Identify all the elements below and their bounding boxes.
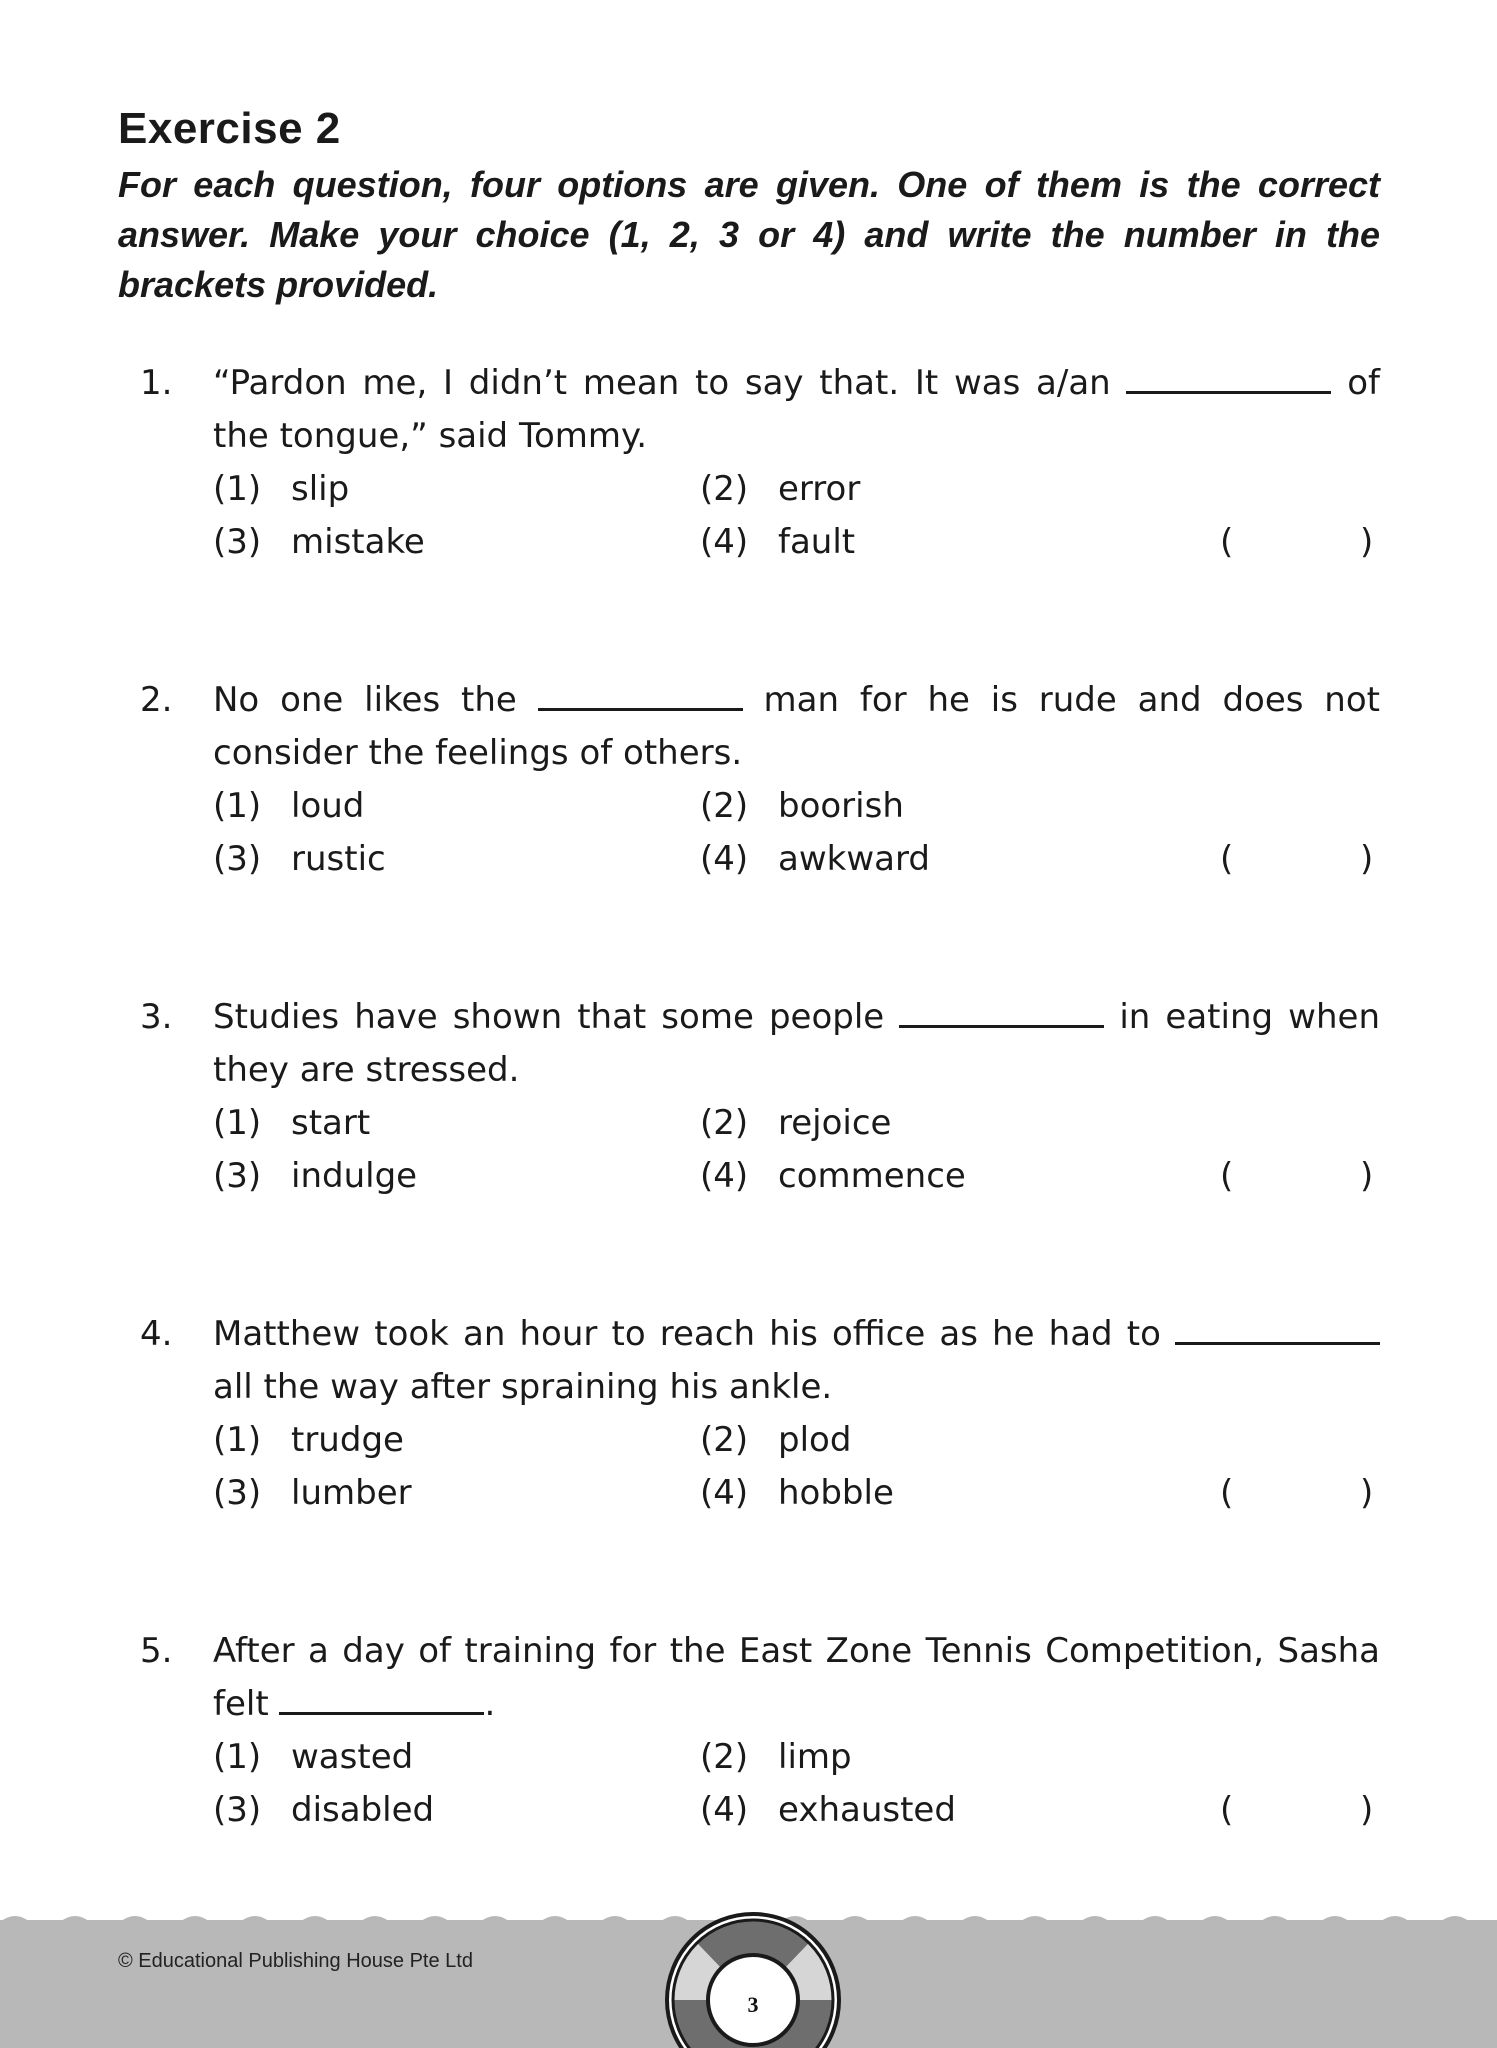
answer-blank	[899, 993, 1104, 1028]
option-number: (1)	[213, 1103, 262, 1143]
stem-text: Matthew took an hour to reach his office as he had to	[213, 1314, 1161, 1354]
option-number: (3)	[213, 1473, 262, 1513]
option-text: error	[778, 469, 861, 509]
option-text: wasted	[291, 1737, 414, 1777]
question-stem	[213, 674, 1380, 780]
option-number: (3)	[213, 839, 262, 879]
stem-text: Studies have shown that some people	[213, 997, 885, 1037]
option-text: hobble	[778, 1473, 894, 1513]
answer-bracket-open: (	[1220, 522, 1234, 562]
question-number: 4.	[140, 1314, 173, 1354]
stem-text: “Pardon me, I didn’t mean to say that. It was a/an	[213, 363, 1111, 403]
stem-text: all the way after spraining his ankle.	[213, 1367, 833, 1407]
option-number: (1)	[213, 469, 262, 509]
exercise-instructions: For each question, four options are given. One of them is the correct answer. Make your choice (1, 2, 3 or 4) and write the number in the brackets provided.	[118, 164, 1380, 305]
answer-bracket-open: (	[1220, 1790, 1234, 1830]
lifebuoy-icon	[667, 1914, 839, 2048]
option-text: boorish	[778, 786, 904, 826]
option-number: (4)	[700, 1156, 749, 1196]
question-number: 2.	[140, 680, 173, 720]
option-text: rejoice	[778, 1103, 892, 1143]
answer-bracket-open: (	[1220, 839, 1234, 879]
stem-text: No one likes the	[213, 680, 517, 720]
option-text: awkward	[778, 839, 930, 879]
answer-bracket-open: (	[1220, 1473, 1234, 1513]
option-text: exhausted	[778, 1790, 956, 1830]
stem-text: in eating when they are stressed.	[213, 997, 1380, 1090]
option-text: start	[291, 1103, 371, 1143]
option-number: (4)	[700, 839, 749, 879]
option-text: rustic	[291, 839, 386, 879]
question	[0, 1308, 1497, 1568]
stem-text: man for he is rude and does not consider the feelings of others.	[213, 680, 1380, 773]
answer-blank	[538, 676, 743, 711]
question-stem	[213, 357, 1380, 463]
answer-bracket-close: )	[1360, 1156, 1374, 1196]
question	[0, 357, 1497, 617]
option-number: (2)	[700, 1103, 749, 1143]
answer-blank	[279, 1680, 484, 1715]
option-number: (1)	[213, 1420, 262, 1460]
answer-bracket-close: )	[1360, 1790, 1374, 1830]
option-text: indulge	[291, 1156, 418, 1196]
question-number: 5.	[140, 1631, 173, 1671]
page-number: 3	[747, 1992, 759, 2017]
question	[0, 1625, 1497, 1885]
answer-bracket-close: )	[1360, 1473, 1374, 1513]
option-number: (2)	[700, 469, 749, 509]
question	[0, 991, 1497, 1251]
question-number: 1.	[140, 363, 173, 403]
copyright-text: © Educational Publishing House Pte Ltd	[118, 1950, 473, 1972]
answer-bracket-open: (	[1220, 1156, 1234, 1196]
option-number: (2)	[700, 1420, 749, 1460]
answer-blank	[1175, 1310, 1380, 1345]
option-text: trudge	[291, 1420, 404, 1460]
option-number: (3)	[213, 1156, 262, 1196]
option-number: (4)	[700, 1473, 749, 1513]
option-text: mistake	[291, 522, 425, 562]
question-stem	[213, 1308, 1380, 1414]
option-number: (3)	[213, 522, 262, 562]
option-text: slip	[291, 469, 350, 509]
option-number: (3)	[213, 1790, 262, 1830]
exercise-title: Exercise 2	[118, 104, 341, 153]
question-number: 3.	[140, 997, 173, 1037]
option-text: disabled	[291, 1790, 435, 1830]
question-stem	[213, 991, 1380, 1097]
stem-text: After a day of training for the East Zone Tennis Competition, Sasha felt	[213, 1631, 1380, 1724]
answer-bracket-close: )	[1360, 522, 1374, 562]
option-text: fault	[778, 522, 856, 562]
stem-text: of the tongue,” said Tommy.	[213, 363, 1381, 456]
option-text: limp	[778, 1737, 852, 1777]
option-text: lumber	[291, 1473, 412, 1513]
answer-bracket-close: )	[1360, 839, 1374, 879]
option-number: (1)	[213, 786, 262, 826]
option-text: loud	[291, 786, 365, 826]
question-stem	[213, 1625, 1380, 1731]
option-number: (4)	[700, 522, 749, 562]
answer-blank	[1126, 359, 1331, 394]
option-number: (2)	[700, 786, 749, 826]
stem-text: .	[484, 1684, 496, 1724]
option-number: (4)	[700, 1790, 749, 1830]
option-text: commence	[778, 1156, 966, 1196]
option-text: plod	[778, 1420, 852, 1460]
option-number: (2)	[700, 1737, 749, 1777]
option-number: (1)	[213, 1737, 262, 1777]
question	[0, 674, 1497, 934]
